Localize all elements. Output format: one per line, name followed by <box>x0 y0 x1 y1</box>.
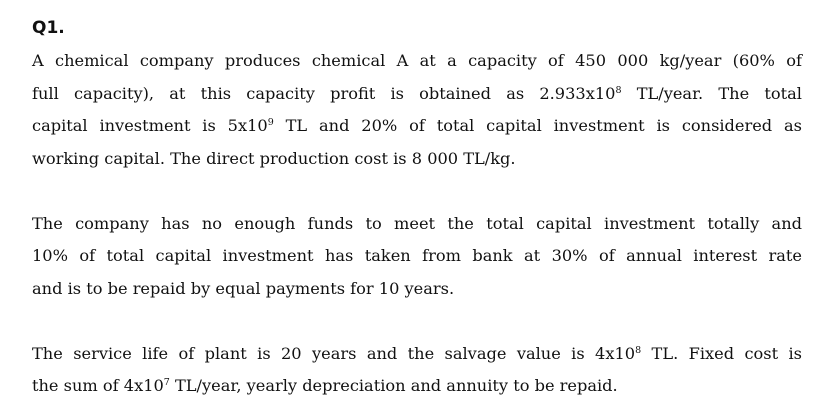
text-line: the sum of $4x10^7$ TL/year, yearly depreciation and annuity to be repaid. <box>32 376 618 395</box>
document-page <box>32 15 802 403</box>
paragraph-bank-loan <box>32 208 802 306</box>
exponent: 7 <box>163 377 170 388</box>
exponent: 8 <box>615 84 622 96</box>
text-line: The service life of plant is 20 years and the salvage value is $4x10^8$ TL. Fixed cost is <box>32 343 802 363</box>
exponent: 9 <box>267 117 274 128</box>
text-line: capital investment is $5x10^9$ TL and 20% of total capital investment is considered as <box>32 116 802 135</box>
paragraph-service-life <box>32 338 802 403</box>
text-line: The company has no enough funds to meet the total capital investment totally and <box>32 213 802 233</box>
text-line: 10% of total capital investment has taken from bank at 30% of annual interest rate <box>32 246 802 265</box>
text-line: and is to be repaid by equal payments for 10 years. <box>32 278 455 298</box>
question-label: Q1. <box>32 18 65 38</box>
paragraph-capacity-and-investment <box>32 45 802 175</box>
text-line: working capital. The direct production cost is 8 000 TL/kg. <box>32 148 516 168</box>
text-line: full capacity), at this capacity profit is obtained as $2.933x10^8$ TL/year. The total <box>32 83 802 103</box>
exponent: 8 <box>635 344 642 356</box>
text-line: A chemical company produces chemical A at a capacity of 450 000 kg/year (60% of <box>32 51 802 70</box>
